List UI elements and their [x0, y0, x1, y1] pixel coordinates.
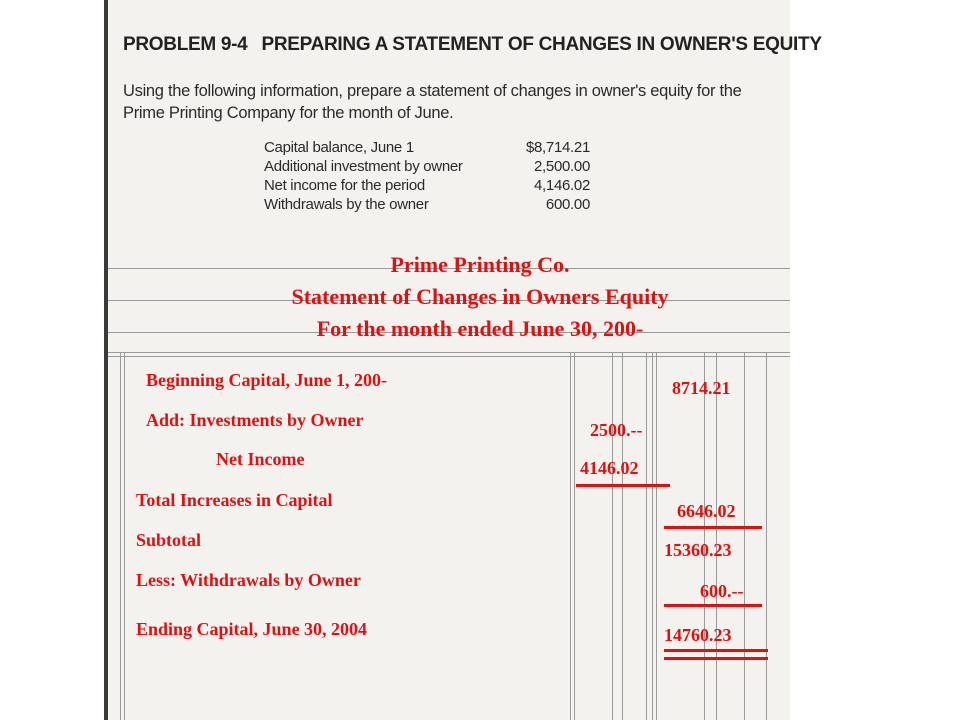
column-rule: [570, 352, 571, 720]
withdrawals-amount: 600.--: [700, 581, 744, 601]
column-rule: [652, 352, 653, 720]
net-income-amount: 4146.02: [580, 458, 639, 478]
column-rule: [622, 352, 623, 720]
withdrawals-label: Less: Withdrawals by Owner: [136, 570, 361, 590]
given-row: [264, 176, 590, 195]
given-value: 2,500.00: [534, 158, 590, 175]
beginning-capital-label: Beginning Capital, June 1, 200-: [146, 370, 388, 390]
problem-instructions: Using the following information, prepare a statement of changes in owner's equity for the Prime Printing Company for the month of June.: [123, 82, 742, 122]
given-row: [264, 138, 590, 157]
given-information: [264, 138, 590, 214]
given-row: [264, 195, 590, 214]
ending-double-underline-top: [664, 649, 768, 652]
total-increases-amount: 6646.02: [677, 501, 736, 521]
company-name: Prime Printing Co.: [390, 252, 570, 277]
ruled-line: [108, 352, 790, 353]
column-rule: [704, 352, 705, 720]
given-label: Capital balance, June 1: [264, 139, 414, 156]
given-row: [264, 157, 590, 176]
ending-capital-label: Ending Capital, June 30, 2004: [136, 619, 368, 639]
problem-number: PROBLEM 9-4: [123, 34, 248, 55]
ending-double-underline-bottom: [664, 657, 768, 660]
given-value: 600.00: [545, 196, 590, 213]
given-label: Additional investment by owner: [264, 158, 463, 175]
subtotal-label: Subtotal: [136, 530, 202, 550]
ending-capital-amount: 14760.23: [664, 625, 732, 645]
withdrawals-underline: [664, 604, 762, 607]
beginning-capital-amount: 8714.21: [672, 378, 731, 398]
net-income-underline: [576, 484, 670, 487]
net-income-label: Net Income: [216, 449, 305, 469]
column-rule: [646, 352, 647, 720]
column-rule: [716, 352, 717, 720]
statement-period: For the month ended June 30, 200-: [316, 316, 644, 341]
subtotal-amount: 15360.23: [664, 540, 732, 560]
column-rule: [124, 352, 125, 720]
given-label: Withdrawals by the owner: [264, 196, 429, 213]
statement-title: Statement of Changes in Owners Equity: [291, 284, 669, 309]
column-rule: [120, 352, 121, 720]
given-label: Net income for the period: [264, 177, 425, 194]
column-rule: [612, 352, 613, 720]
given-value: $8,714.21: [525, 139, 590, 156]
column-rule: [574, 352, 575, 720]
given-value: 4,146.02: [534, 177, 590, 194]
page-edge: [104, 0, 108, 720]
problem-heading: [123, 34, 822, 56]
column-rule: [766, 352, 767, 720]
column-rule: [656, 352, 657, 720]
ruled-line: [108, 356, 790, 357]
problem-title: PREPARING A STATEMENT OF CHANGES IN OWNER'S EQUITY: [261, 34, 822, 55]
investments-amount: 2500.--: [590, 420, 643, 440]
total-increases-label: Total Increases in Capital: [136, 490, 333, 510]
total-increases-underline: [664, 526, 762, 529]
investments-label: Add: Investments by Owner: [146, 410, 364, 430]
column-rule: [744, 352, 745, 720]
